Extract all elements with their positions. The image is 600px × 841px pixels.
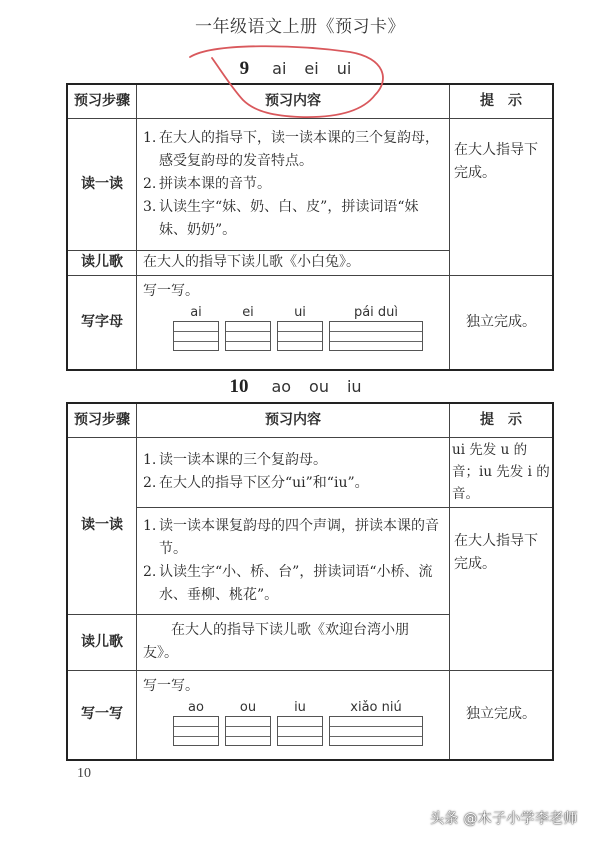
instruction: 写一写。 bbox=[143, 282, 199, 299]
item-text: 在大人的指导下，读一读本课的三个复韵母，感受复韵母的发音特点。 bbox=[159, 129, 439, 169]
content-cell bbox=[137, 507, 450, 614]
step-label: 写字母 bbox=[67, 275, 137, 370]
pinyin-label: ai bbox=[190, 304, 202, 320]
step-label: 读一读 bbox=[67, 118, 137, 250]
step-label: 读儿歌 bbox=[67, 250, 137, 275]
hint-cell: 在大人指导下完成。 bbox=[450, 507, 554, 670]
instruction: 写一写。 bbox=[143, 677, 199, 694]
four-line-box[interactable] bbox=[277, 321, 323, 351]
item-text: 拼读本课的音节。 bbox=[159, 175, 271, 192]
writing-cell bbox=[173, 700, 219, 746]
pinyin-label: pái duì bbox=[353, 304, 399, 320]
step-label: 读一读 bbox=[67, 437, 137, 614]
lesson-9-table bbox=[66, 83, 554, 371]
header-step: 预习步骤 bbox=[67, 84, 137, 118]
pinyin-label: ui bbox=[294, 304, 306, 320]
list-item bbox=[143, 173, 443, 196]
four-line-box[interactable] bbox=[277, 716, 323, 746]
hint-cell: 在大人指导下完成。 bbox=[450, 118, 554, 275]
pinyin-label: ei bbox=[242, 304, 254, 320]
header-row bbox=[67, 84, 553, 118]
row-write bbox=[67, 670, 553, 760]
row-read-a bbox=[67, 437, 553, 507]
hint-cell: ui 先发 u 的音；iu 先发 i 的音。 bbox=[450, 437, 554, 507]
item-number: 2. bbox=[143, 475, 157, 491]
pinyin: iu bbox=[346, 377, 362, 396]
content-cell: 在大人的指导下读儿歌《小白兔》。 bbox=[137, 250, 450, 275]
item-text: 读一读本课复韵母的四个声调，拼读本课的音节。 bbox=[159, 517, 439, 557]
four-line-box[interactable] bbox=[173, 321, 219, 351]
pinyin: ai bbox=[272, 59, 287, 78]
item-text: 读一读本课的三个复韵母。 bbox=[159, 452, 327, 468]
pinyin-label: ou bbox=[239, 699, 257, 715]
four-line-box[interactable] bbox=[329, 321, 423, 351]
writing-cell bbox=[277, 700, 323, 746]
header-content: 预习内容 bbox=[137, 403, 450, 437]
list-item bbox=[143, 127, 443, 173]
writing-cell bbox=[225, 700, 271, 746]
item-number: 2. bbox=[143, 175, 157, 192]
writing-cell bbox=[329, 305, 423, 351]
lesson-10-title bbox=[0, 376, 600, 398]
lesson-number: 10 bbox=[229, 376, 249, 397]
four-line-box[interactable] bbox=[329, 716, 423, 746]
four-line-box[interactable] bbox=[173, 716, 219, 746]
step-label: 写一写 bbox=[67, 670, 137, 760]
header-row bbox=[67, 403, 553, 437]
item-number: 1. bbox=[143, 452, 157, 468]
content-cell bbox=[137, 118, 450, 250]
page-header: 一年级语文上册《预习卡》 bbox=[195, 17, 405, 37]
content-cell bbox=[137, 275, 450, 370]
writing-cell bbox=[329, 700, 423, 746]
pinyin-label: iu bbox=[294, 699, 306, 715]
lesson-number: 9 bbox=[239, 58, 250, 79]
pinyin-label: xiǎo niú bbox=[350, 699, 402, 715]
writing-grid bbox=[153, 305, 443, 351]
writing-cell bbox=[173, 305, 219, 351]
list-item bbox=[143, 561, 443, 607]
content-cell bbox=[137, 437, 450, 507]
pinyin: ui bbox=[336, 59, 352, 78]
hint-cell: 独立完成。 bbox=[450, 670, 554, 760]
item-number: 1. bbox=[143, 129, 157, 146]
hint-cell: 独立完成。 bbox=[450, 275, 554, 370]
list-item bbox=[143, 449, 443, 472]
header-content: 预习内容 bbox=[137, 84, 450, 118]
header-hint: 提 示 bbox=[450, 403, 554, 437]
row-read bbox=[67, 118, 553, 250]
row-read-b bbox=[67, 507, 553, 614]
lesson-9-title bbox=[0, 58, 600, 80]
pinyin-label: ao bbox=[188, 699, 204, 715]
writing-grid bbox=[153, 700, 443, 746]
item-text: 在大人的指导下区分“ui”和“iu”。 bbox=[159, 475, 369, 491]
content-cell bbox=[137, 670, 450, 760]
list-item bbox=[143, 472, 443, 495]
writing-cell bbox=[277, 305, 323, 351]
watermark: 头条 @木子小学李老师 bbox=[430, 811, 578, 827]
row-write bbox=[67, 275, 553, 370]
pinyin: ei bbox=[304, 59, 319, 78]
list-item bbox=[143, 196, 443, 242]
header-hint: 提 示 bbox=[450, 84, 554, 118]
item-text: 认读生字“妹、奶、白、皮”，拼读词语“妹妹、奶奶”。 bbox=[159, 198, 419, 238]
lesson-10-table bbox=[66, 402, 554, 761]
four-line-box[interactable] bbox=[225, 716, 271, 746]
item-number: 1. bbox=[143, 517, 157, 534]
four-line-box[interactable] bbox=[225, 321, 271, 351]
pinyin: ou bbox=[309, 377, 329, 396]
list-item bbox=[143, 515, 443, 561]
item-number: 3. bbox=[143, 198, 157, 215]
pinyin: ao bbox=[271, 377, 292, 396]
step-label: 读儿歌 bbox=[67, 614, 137, 670]
item-text: 认读生字“小、桥、台”，拼读词语“小桥、流水、垂柳、桃花”。 bbox=[159, 563, 433, 603]
item-number: 2. bbox=[143, 563, 157, 580]
writing-cell bbox=[225, 305, 271, 351]
header-step: 预习步骤 bbox=[67, 403, 137, 437]
content-cell: 在大人的指导下读儿歌《欢迎台湾小朋友》。 bbox=[137, 614, 450, 670]
page-number: 10 bbox=[77, 766, 91, 781]
